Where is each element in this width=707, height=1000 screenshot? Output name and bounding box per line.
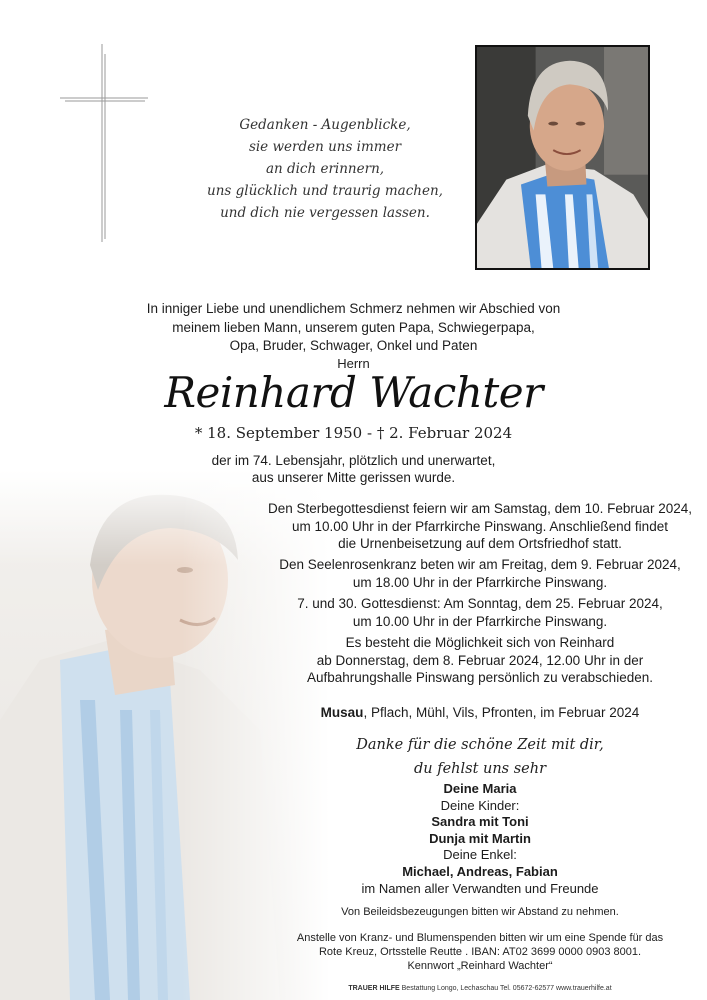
- thanks-line: Danke für die schöne Zeit mit dir,: [356, 737, 604, 753]
- footer-brand: TRAUER HILFE: [348, 985, 400, 992]
- life-dates: * 18. September 1950 - † 2. Februar 2024: [194, 424, 513, 442]
- thanks-text: [250, 733, 707, 781]
- intro-text: [0, 300, 707, 356]
- notice-line: um 10.00 Uhr in der Pfarrkirche Pinswang.: [352, 613, 608, 629]
- notice-viewing: [250, 634, 707, 687]
- condolence-note: Von Beileidsbezeugungen bitten wir Abstand zu nehmen.: [341, 906, 619, 918]
- donation-line: Rote Kreuz, Ortsstelle Reutte . IBAN: AT02 3699 0000 0903 8001.: [318, 946, 642, 958]
- family-line: Deine Kinder:: [440, 797, 520, 813]
- notice-line: Den Sterbegottesdienst feiern wir am Samstag, dem 10. Februar 2024,: [268, 501, 692, 516]
- portrait-photo: [475, 45, 650, 270]
- notice-line: Den Seelenrosenkranz beten wir am Freitag, dem 9. Februar 2024,: [279, 557, 681, 572]
- family-line: Deine Enkel:: [443, 847, 517, 863]
- notice-memorial-mass: [250, 595, 707, 630]
- donation-line: Kennwort „Reinhard Wachter“: [407, 960, 553, 972]
- poem-line: uns glücklich und traurig machen,: [207, 183, 443, 199]
- family-line: Sandra mit Toni: [431, 814, 529, 830]
- family-line: Deine Maria: [443, 781, 517, 796]
- notice-line: die Urnenbeisetzung auf dem Ortsfriedhof statt.: [338, 536, 622, 551]
- place-and-date: [250, 704, 707, 722]
- notice-line: Aufbahrungshalle Pinswang persönlich zu verabschieden.: [307, 670, 653, 685]
- thanks-line: du fehlst uns sehr: [413, 761, 547, 777]
- poem-line: Gedanken - Augenblicke,: [239, 117, 411, 133]
- notice-line: 7. und 30. Gottesdienst: Am Sonntag, dem 25. Februar 2024,: [297, 596, 663, 611]
- family-line: Michael, Andreas, Fabian: [402, 863, 558, 879]
- intro-line: In inniger Liebe und unendlichem Schmerz nehmen wir Abschied von: [146, 301, 561, 316]
- poem-line: und dich nie vergessen lassen.: [220, 205, 430, 221]
- poem: [190, 114, 460, 224]
- family-line: im Namen aller Verwandten und Freunde: [361, 880, 599, 896]
- place-town: Musau: [320, 705, 364, 720]
- footer-text: Bestattung Longo, Lechaschau Tel. 05672-62577 www.trauerhilfe.at: [399, 985, 612, 992]
- intro-line: Opa, Bruder, Schwager, Onkel und Paten: [229, 338, 478, 353]
- notice-line: ab Donnerstag, dem 8. Februar 2024, 12.00 Uhr in der: [316, 652, 644, 668]
- poem-line: sie werden uns immer: [248, 139, 402, 155]
- donation-note: [250, 931, 707, 973]
- deceased-name: Reinhard Wachter: [164, 368, 543, 417]
- salutation: Herrn: [337, 356, 370, 371]
- age-text: [0, 452, 707, 486]
- place-rest: , Pflach, Mühl, Vils, Pfronten, im Februar 2024: [363, 705, 640, 720]
- notice-funeral-service: [250, 500, 707, 553]
- intro-line: meinem lieben Mann, unserem guten Papa, Schwiegerpapa,: [172, 319, 535, 335]
- poem-line: an dich erinnern,: [265, 161, 385, 177]
- family-line: Dunja mit Martin: [429, 830, 531, 846]
- age-line: aus unserer Mitte gerissen wurde.: [251, 470, 456, 485]
- notice-line: um 18.00 Uhr in der Pfarrkirche Pinswang.: [352, 574, 608, 590]
- age-line: der im 74. Lebensjahr, plötzlich und unerwartet,: [211, 453, 496, 468]
- footer: [250, 985, 707, 992]
- donation-line: Anstelle von Kranz- und Blumenspenden bitten wir um eine Spende für das: [296, 932, 664, 944]
- notice-line: Es besteht die Möglichkeit sich von Reinhard: [345, 635, 615, 650]
- cross-icon: [60, 44, 150, 244]
- notice-rosary: [250, 556, 707, 591]
- family-list: [250, 781, 707, 897]
- notice-line: um 10.00 Uhr in der Pfarrkirche Pinswang. Anschließend findet: [292, 518, 668, 534]
